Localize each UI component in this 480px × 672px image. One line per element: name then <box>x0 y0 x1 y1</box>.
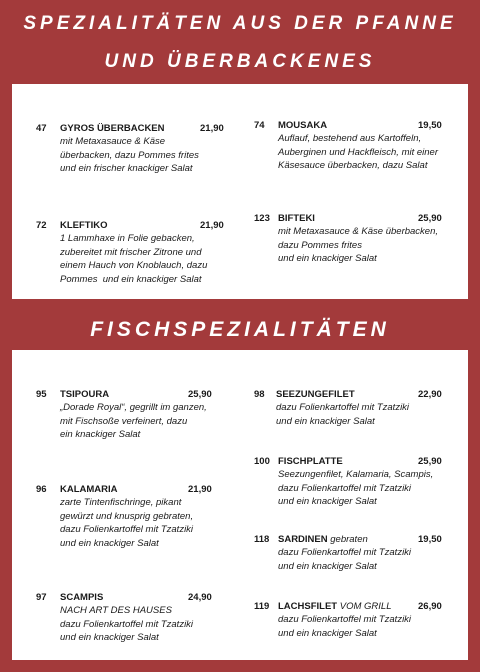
menu-item <box>254 119 450 173</box>
item-name: GYROS ÜBERBACKEN <box>60 123 165 134</box>
item-number: 72 <box>36 220 47 231</box>
item-number: 97 <box>36 592 47 603</box>
item-number: 47 <box>36 123 47 134</box>
item-description: dazu Folienkartoffel mit Tzatziki und ein knackiger Salat <box>278 547 412 572</box>
item-price: 26,90 <box>418 601 442 612</box>
item-name: SCAMPIS <box>60 592 104 603</box>
menu-item <box>254 600 450 640</box>
item-price: 21,90 <box>200 220 224 231</box>
section-title-pfanne-line1: SPEZIALITÄTEN AUS DER PFANNE <box>23 13 457 34</box>
menu-item <box>36 388 232 442</box>
item-description: „Dorade Royal“, gegrillt im ganzen, mit Fischsoße verfeinert, dazu ein knackiger Salat <box>60 402 207 441</box>
item-description: dazu Folienkartoffel mit Tzatziki und ein knackiger Salat <box>276 402 410 427</box>
item-price: 21,90 <box>200 123 224 134</box>
item-name: FISCHPLATTE <box>278 456 343 467</box>
item-price: 22,90 <box>418 389 442 400</box>
item-price: 21,90 <box>188 484 212 495</box>
section-title-pfanne-line2: UND ÜBERBACKENES <box>104 51 376 72</box>
item-number: 119 <box>254 601 270 612</box>
item-description: NACH ART DES HAUSES dazu Folienkartoffel mit Tzatziki und ein knackiger Salat <box>60 605 194 644</box>
menu-item <box>36 591 232 645</box>
menu-item <box>36 483 232 550</box>
item-description: Auflauf, bestehend aus Kartoffeln, Auberginen und Hackfleisch, mit einer Käsesauce überbacken, dazu Salat <box>278 133 439 172</box>
item-name: KLEFTIKO <box>60 220 108 231</box>
item-price: 25,90 <box>418 213 442 224</box>
item-name: KALAMARIA <box>60 484 118 495</box>
menu-item <box>254 388 450 428</box>
item-name: SARDINEN gebraten <box>278 534 368 545</box>
item-name: BIFTEKI <box>278 213 315 224</box>
menu-item <box>36 122 232 176</box>
item-number: 123 <box>254 213 270 224</box>
item-description: zarte Tintenfischringe, pikant gewürzt und knusprig gebraten, dazu Folienkartoffel mit Tzatziki und ein knackiger Salat <box>60 497 194 549</box>
item-price: 19,50 <box>418 120 442 131</box>
item-description: dazu Folienkartoffel mit Tzatziki und ein knackiger Salat <box>278 614 412 639</box>
item-price: 24,90 <box>188 592 212 603</box>
menu-item <box>36 219 232 286</box>
item-name: MOUSAKA <box>278 120 328 131</box>
item-price: 25,90 <box>188 389 212 400</box>
item-description: mit Metaxasauce & Käse überbacken, dazu Pommes frites und ein knackiger Salat <box>278 226 439 265</box>
item-description: 1 Lammhaxe in Folie gebacken, zubereitet mit frischer Zitrone und einem Hauch von Knoblauch, dazu Pommes und ein knackiger Salat <box>60 233 208 285</box>
item-name: SEEZUNGEFILET <box>276 389 355 400</box>
item-number: 100 <box>254 456 270 467</box>
item-price: 25,90 <box>418 456 442 467</box>
menu-item <box>254 533 450 573</box>
item-description: Seezungenfilet, Kalamaria, Scampis, dazu Folienkartoffel mit Tzatziki und ein knackiger Salat <box>278 469 434 508</box>
item-number: 98 <box>254 389 265 400</box>
item-number: 118 <box>254 534 270 545</box>
item-number: 95 <box>36 389 47 400</box>
item-price: 19,50 <box>418 534 442 545</box>
menu-item <box>254 212 450 266</box>
item-name: TSIPOURA <box>60 389 110 400</box>
item-number: 96 <box>36 484 47 495</box>
menu-item <box>254 455 450 509</box>
item-number: 74 <box>254 120 265 131</box>
item-description: mit Metaxasauce & Käse überbacken, dazu Pommes frites und ein frischer knackiger Salat <box>60 136 199 175</box>
item-name: LACHSFILET VOM GRILL <box>278 601 392 612</box>
section-title-fisch: FISCHSPEZIALITÄTEN <box>90 318 390 341</box>
